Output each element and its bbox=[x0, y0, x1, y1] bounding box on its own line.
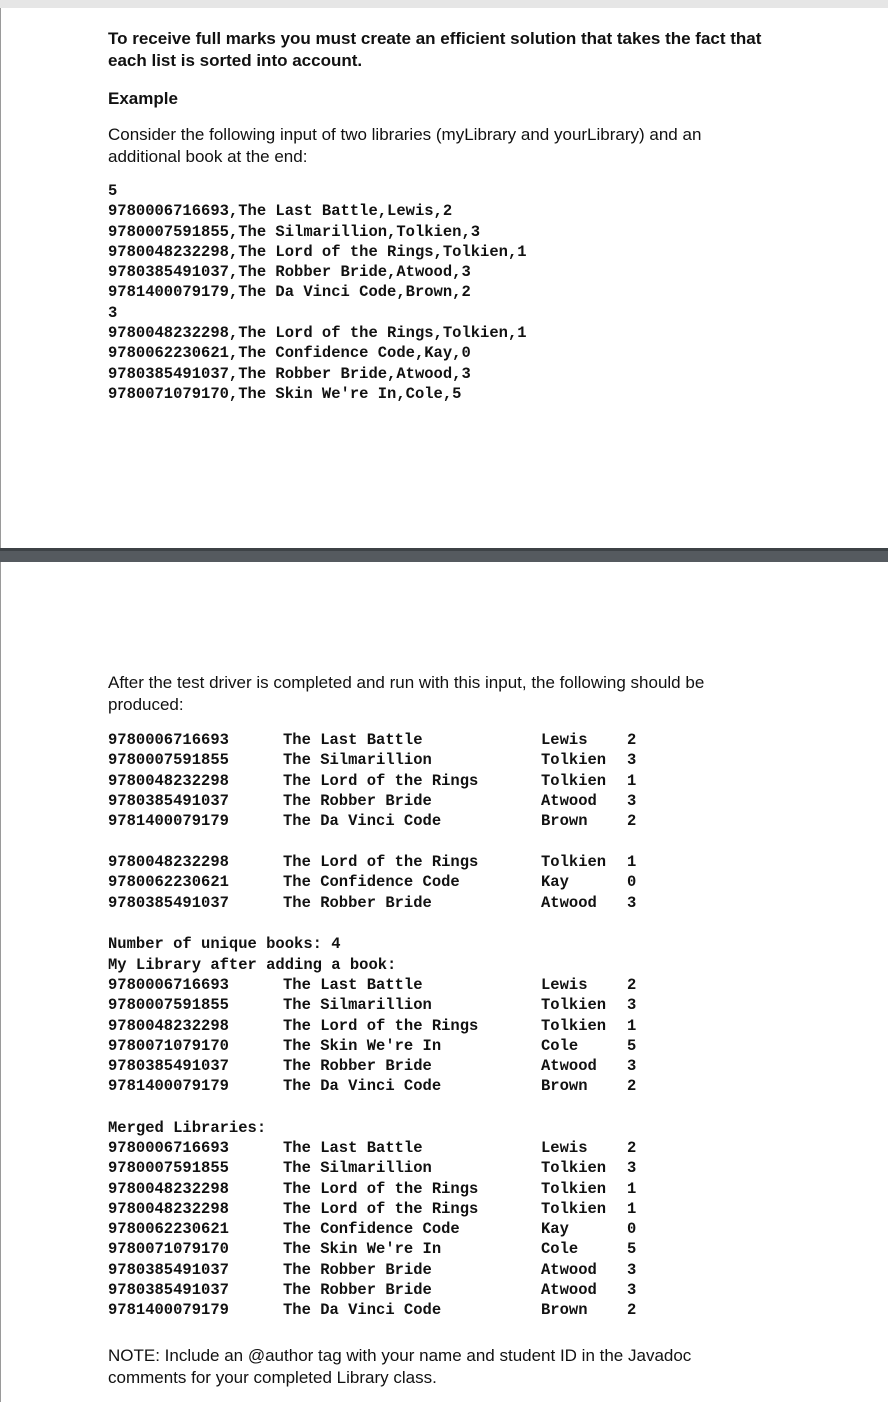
isbn-cell: 9780006716693 bbox=[108, 731, 229, 749]
input-line: 9781400079179,The Da Vinci Code,Brown,2 bbox=[108, 283, 471, 302]
title-cell: The Skin We're In bbox=[283, 1240, 442, 1259]
input-line: 9780385491037,The Robber Bride,Atwood,3 bbox=[108, 263, 471, 282]
book-row bbox=[108, 995, 647, 1015]
author-cell: Lewis bbox=[541, 1139, 588, 1157]
instruction-line-2: each list is sorted into account. bbox=[108, 51, 363, 70]
input-line: 5 bbox=[108, 182, 118, 200]
isbn-cell: 9780385491037 bbox=[108, 791, 229, 810]
after-add-label: My Library after adding a book: bbox=[108, 956, 397, 974]
author-cell: Kay bbox=[541, 873, 569, 892]
input-line: 3 bbox=[108, 303, 118, 322]
title-cell: The Da Vinci Code bbox=[283, 1301, 442, 1320]
author-cell: Atwood bbox=[541, 1057, 597, 1076]
title-cell: The Last Battle bbox=[283, 1139, 423, 1157]
author-cell: Kay bbox=[541, 1220, 569, 1239]
copies-cell: 1 bbox=[627, 771, 637, 790]
title-cell: The Robber Bride bbox=[283, 1260, 432, 1279]
book-row bbox=[108, 1219, 647, 1239]
author-cell: Lewis bbox=[541, 731, 588, 749]
note-line-2: comments for your completed Library class. bbox=[108, 1368, 437, 1387]
your-library-table bbox=[108, 852, 647, 913]
isbn-cell: 9780007591855 bbox=[108, 751, 229, 770]
copies-cell: 3 bbox=[627, 1159, 637, 1178]
after-add-table bbox=[108, 975, 647, 1097]
title-cell: The Skin We're In bbox=[283, 1036, 442, 1055]
copies-cell: 3 bbox=[627, 751, 637, 770]
copies-cell: 3 bbox=[627, 1057, 637, 1076]
isbn-cell: 9780385491037 bbox=[108, 893, 229, 912]
book-row bbox=[108, 1036, 647, 1056]
document-page-1 bbox=[0, 8, 888, 548]
copies-cell: 5 bbox=[627, 1036, 637, 1055]
isbn-cell: 9780048232298 bbox=[108, 771, 229, 790]
merged-table bbox=[108, 1138, 647, 1321]
input-listing bbox=[108, 181, 527, 404]
book-row bbox=[108, 1179, 647, 1199]
book-row bbox=[108, 1280, 647, 1300]
title-cell: The Silmarillion bbox=[283, 751, 432, 770]
book-row bbox=[108, 1076, 647, 1096]
isbn-cell: 9780385491037 bbox=[108, 1260, 229, 1279]
isbn-cell: 9781400079179 bbox=[108, 1301, 229, 1320]
book-row bbox=[108, 1199, 647, 1219]
copies-cell: 3 bbox=[627, 1281, 637, 1300]
isbn-cell: 9780048232298 bbox=[108, 853, 229, 871]
book-row bbox=[108, 975, 647, 995]
book-row bbox=[108, 1056, 647, 1076]
copies-cell: 2 bbox=[627, 1301, 637, 1320]
copies-cell: 1 bbox=[627, 853, 637, 871]
author-cell: Cole bbox=[541, 1240, 579, 1259]
document-page-2 bbox=[0, 562, 888, 1402]
title-cell: The Robber Bride bbox=[283, 1057, 432, 1076]
note-line-1: NOTE: Include an @author tag with your name and student ID in the Javadoc bbox=[108, 1346, 692, 1365]
title-cell: The Da Vinci Code bbox=[283, 812, 442, 831]
instruction-line-1: To receive full marks you must create an efficient solution that takes the fact that bbox=[108, 29, 762, 48]
book-row bbox=[108, 872, 647, 892]
book-row bbox=[108, 771, 647, 791]
title-cell: The Lord of the Rings bbox=[283, 1199, 479, 1218]
merged-label: Merged Libraries: bbox=[108, 1119, 267, 1137]
unique-books-label: Number of unique books: 4 bbox=[108, 935, 341, 953]
title-cell: The Confidence Code bbox=[283, 873, 460, 892]
title-cell: The Lord of the Rings bbox=[283, 1016, 479, 1035]
isbn-cell: 9780071079170 bbox=[108, 1240, 229, 1259]
isbn-cell: 9780048232298 bbox=[108, 1016, 229, 1035]
output-intro-line-1: After the test driver is completed and run with this input, the following should be bbox=[108, 673, 705, 692]
author-cell: Atwood bbox=[541, 1260, 597, 1279]
author-cell: Cole bbox=[541, 1036, 579, 1055]
author-cell: Atwood bbox=[541, 791, 597, 810]
isbn-cell: 9780048232298 bbox=[108, 1199, 229, 1218]
title-cell: The Silmarillion bbox=[283, 996, 432, 1015]
author-cell: Brown bbox=[541, 1077, 588, 1096]
author-cell: Tolkien bbox=[541, 771, 607, 790]
author-cell: Tolkien bbox=[541, 1016, 607, 1035]
author-cell: Lewis bbox=[541, 976, 588, 994]
title-cell: The Lord of the Rings bbox=[283, 1179, 479, 1198]
isbn-cell: 9780007591855 bbox=[108, 996, 229, 1015]
author-cell: Tolkien bbox=[541, 1199, 607, 1218]
copies-cell: 1 bbox=[627, 1179, 637, 1198]
page-divider bbox=[0, 548, 888, 562]
book-row bbox=[108, 750, 647, 770]
author-cell: Tolkien bbox=[541, 853, 607, 871]
book-row bbox=[108, 730, 647, 750]
isbn-cell: 9780006716693 bbox=[108, 1139, 229, 1157]
copies-cell: 0 bbox=[627, 1220, 637, 1239]
isbn-cell: 9780062230621 bbox=[108, 873, 229, 892]
author-cell: Atwood bbox=[541, 893, 597, 912]
isbn-cell: 9780006716693 bbox=[108, 976, 229, 994]
example-heading: Example bbox=[108, 89, 178, 108]
title-cell: The Silmarillion bbox=[283, 1159, 432, 1178]
book-row bbox=[108, 1300, 647, 1320]
title-cell: The Robber Bride bbox=[283, 893, 432, 912]
title-cell: The Robber Bride bbox=[283, 791, 432, 810]
copies-cell: 2 bbox=[627, 976, 637, 994]
copies-cell: 1 bbox=[627, 1199, 637, 1218]
copies-cell: 2 bbox=[627, 1139, 637, 1157]
input-line: 9780071079170,The Skin We're In,Cole,5 bbox=[108, 384, 462, 403]
copies-cell: 2 bbox=[627, 1077, 637, 1096]
copies-cell: 3 bbox=[627, 1260, 637, 1279]
isbn-cell: 9781400079179 bbox=[108, 1077, 229, 1096]
book-row bbox=[108, 1138, 647, 1158]
isbn-cell: 9780071079170 bbox=[108, 1036, 229, 1055]
book-row bbox=[108, 1239, 647, 1259]
book-row bbox=[108, 1016, 647, 1036]
isbn-cell: 9781400079179 bbox=[108, 812, 229, 831]
book-row bbox=[108, 1260, 647, 1280]
output-intro-line-2: produced: bbox=[108, 695, 184, 714]
copies-cell: 2 bbox=[627, 812, 637, 831]
input-line: 9780048232298,The Lord of the Rings,Tolkien,1 bbox=[108, 324, 527, 343]
intro-line-1: Consider the following input of two libraries (myLibrary and yourLibrary) and an bbox=[108, 125, 702, 144]
author-cell: Brown bbox=[541, 812, 588, 831]
title-cell: The Confidence Code bbox=[283, 1220, 460, 1239]
author-cell: Tolkien bbox=[541, 1179, 607, 1198]
input-line: 9780006716693,The Last Battle,Lewis,2 bbox=[108, 202, 453, 221]
book-row bbox=[108, 1158, 647, 1178]
copies-cell: 3 bbox=[627, 996, 637, 1015]
input-line: 9780385491037,The Robber Bride,Atwood,3 bbox=[108, 364, 471, 383]
title-cell: The Lord of the Rings bbox=[283, 853, 479, 871]
author-cell: Tolkien bbox=[541, 996, 607, 1015]
author-cell: Brown bbox=[541, 1301, 588, 1320]
input-line: 9780048232298,The Lord of the Rings,Tolkien,1 bbox=[108, 242, 527, 261]
title-cell: The Robber Bride bbox=[283, 1281, 432, 1300]
isbn-cell: 9780385491037 bbox=[108, 1057, 229, 1076]
copies-cell: 2 bbox=[627, 731, 637, 749]
isbn-cell: 9780062230621 bbox=[108, 1220, 229, 1239]
author-cell: Tolkien bbox=[541, 751, 607, 770]
isbn-cell: 9780048232298 bbox=[108, 1179, 229, 1198]
copies-cell: 3 bbox=[627, 791, 637, 810]
input-line: 9780062230621,The Confidence Code,Kay,0 bbox=[108, 344, 471, 363]
title-cell: The Lord of the Rings bbox=[283, 771, 479, 790]
isbn-cell: 9780007591855 bbox=[108, 1159, 229, 1178]
copies-cell: 1 bbox=[627, 1016, 637, 1035]
title-cell: The Last Battle bbox=[283, 976, 423, 994]
book-row bbox=[108, 791, 647, 811]
title-cell: The Last Battle bbox=[283, 731, 423, 749]
title-cell: The Da Vinci Code bbox=[283, 1077, 442, 1096]
author-cell: Atwood bbox=[541, 1281, 597, 1300]
my-library-table bbox=[108, 730, 647, 831]
copies-cell: 5 bbox=[627, 1240, 637, 1259]
isbn-cell: 9780385491037 bbox=[108, 1281, 229, 1300]
copies-cell: 0 bbox=[627, 873, 637, 892]
input-line: 9780007591855,The Silmarillion,Tolkien,3 bbox=[108, 222, 481, 241]
book-row bbox=[108, 811, 647, 831]
author-cell: Tolkien bbox=[541, 1159, 607, 1178]
book-row bbox=[108, 852, 647, 872]
intro-line-2: additional book at the end: bbox=[108, 147, 308, 166]
copies-cell: 3 bbox=[627, 893, 637, 912]
book-row bbox=[108, 893, 647, 913]
